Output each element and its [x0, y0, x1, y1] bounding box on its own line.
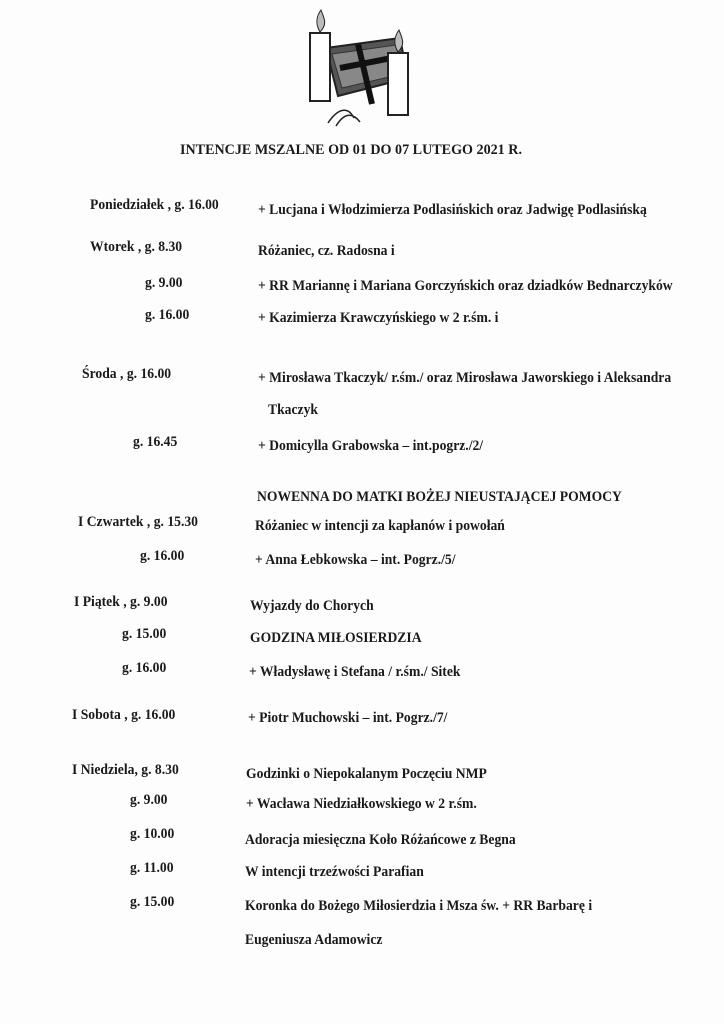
row-intention: + Lucjana i Włodzimierza Podlasińskich oraz Jadwigę Podlasińską: [258, 202, 647, 218]
row-intention-continued: Tkaczyk: [268, 402, 318, 418]
row-intention: Koronka do Bożego Miłosierdzia i Msza św. + RR Barbarę i: [245, 898, 593, 914]
row-time: I Niedziela, g. 8.30: [72, 762, 179, 778]
row-intention: Adoracja miesięczna Koło Różańcowe z Begna: [245, 832, 516, 848]
row-intention: + Kazimierza Krawczyńskiego w 2 r.śm. i: [258, 310, 499, 326]
row-intention: W intencji trzeźwości Parafian: [245, 864, 424, 880]
row-time: g. 16.00: [122, 660, 167, 676]
row-intention: Różaniec w intencji za kapłanów i powołań: [255, 518, 505, 534]
row-intention: + Wacława Niedziałkowskiego w 2 r.śm.: [246, 796, 477, 812]
row-time: Poniedziałek , g. 16.00: [90, 197, 219, 213]
row-time: g. 11.00: [130, 860, 174, 876]
row-time: I Sobota , g. 16.00: [72, 707, 176, 723]
section-heading: NOWENNA DO MATKI BOŻEJ NIEUSTAJĄCEJ POMOCY: [257, 489, 622, 505]
row-intention: + Piotr Muchowski – int. Pogrz./7/: [248, 710, 448, 726]
row-intention: Wyjazdy do Chorych: [250, 598, 374, 614]
row-time: g. 16.45: [133, 434, 178, 450]
row-intention: + RR Mariannę i Mariana Gorczyńskich oraz dziadków Bednarczyków: [258, 278, 673, 294]
row-time: Środa , g. 16.00: [82, 366, 172, 382]
row-time: I Czwartek , g. 15.30: [78, 514, 199, 530]
row-time: g. 9.00: [130, 792, 168, 808]
row-time: g. 15.00: [130, 894, 175, 910]
row-time: g. 15.00: [122, 626, 167, 642]
row-time: I Piątek , g. 9.00: [74, 594, 168, 610]
row-intention-continued: Eugeniusza Adamowicz: [245, 932, 383, 948]
row-intention: Różaniec, cz. Radosna i: [258, 243, 395, 259]
row-intention: + Władysławę i Stefana / r.śm./ Sitek: [249, 664, 461, 680]
row-intention: + Mirosława Tkaczyk/ r.śm./ oraz Mirosława Jaworskiego i Aleksandra: [258, 370, 672, 386]
row-time: g. 16.00: [140, 548, 185, 564]
row-intention: + Anna Łebkowska – int. Pogrz./5/: [255, 552, 456, 568]
row-intention: Godzinki o Niepokalanym Poczęciu NMP: [246, 766, 487, 782]
row-intention: + Domicylla Grabowska – int.pogrz./2/: [258, 438, 484, 454]
row-time: g. 9.00: [145, 275, 183, 291]
row-time: g. 16.00: [145, 307, 190, 323]
row-intention: GODZINA MIŁOSIERDZIA: [250, 630, 422, 646]
document-title: INTENCJE MSZALNE OD 01 DO 07 LUTEGO 2021 R.: [180, 142, 522, 158]
row-time: g. 10.00: [130, 826, 175, 842]
candles-book-cross-icon: [288, 8, 423, 130]
row-time: Wtorek , g. 8.30: [90, 239, 183, 255]
